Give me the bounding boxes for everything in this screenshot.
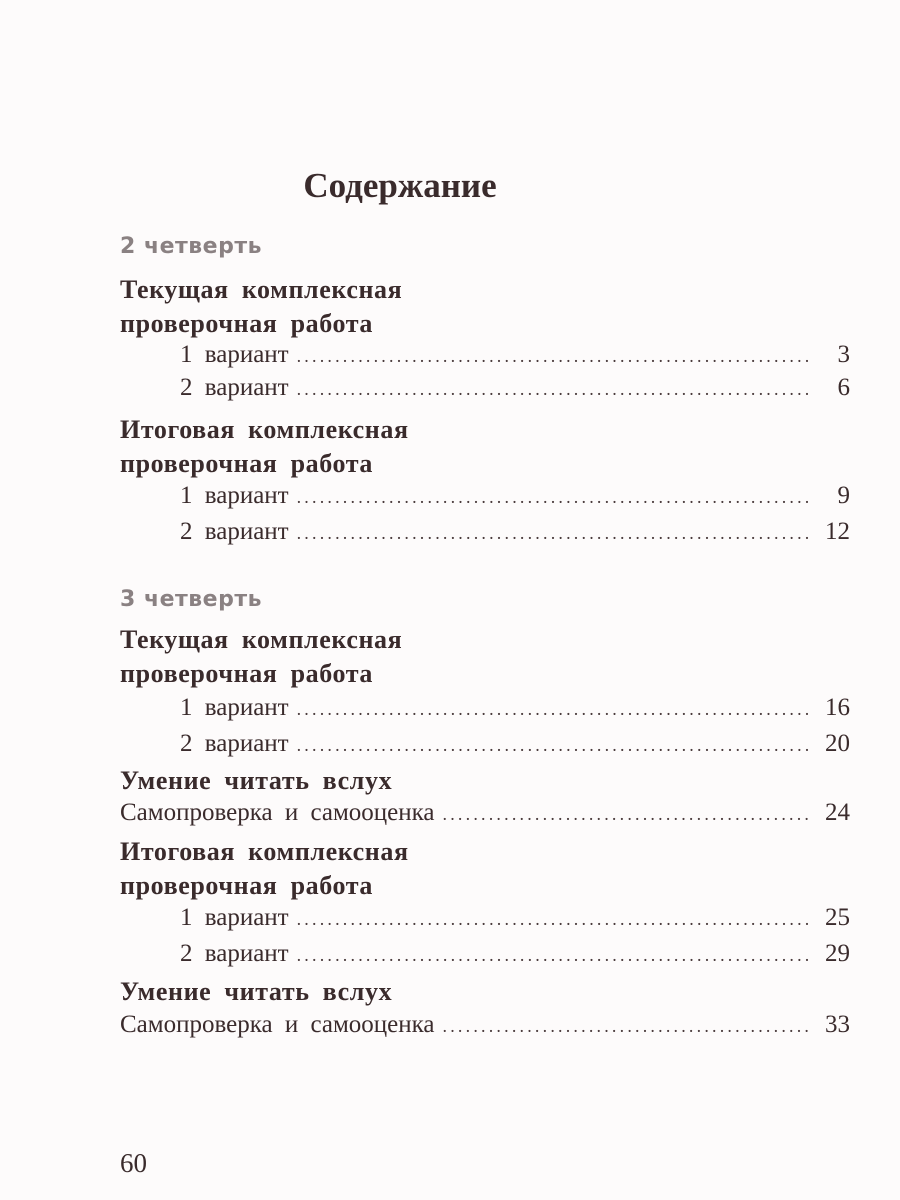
page-ref: 33 (825, 1011, 850, 1038)
toc-entry[interactable]: 1 вариант ..... 3 (180, 340, 850, 371)
leader-dots (297, 940, 808, 970)
toc-entry[interactable]: 2 вариант ..... 6 (180, 373, 850, 404)
page-ref: 3 (837, 341, 850, 368)
toc-entry[interactable]: 1 вариант ..... 9 (180, 481, 850, 512)
section-heading-quarter-2: 2 четверть (120, 234, 262, 259)
toc-entry[interactable]: 1 вариант ..... 16 (180, 693, 850, 724)
leader-dots (443, 1011, 808, 1041)
toc-heading: Итоговая комплексная (120, 415, 409, 444)
page-ref: 25 (825, 904, 850, 931)
page-ref: 29 (825, 940, 850, 967)
toc-heading: Умение читать вслух (120, 766, 393, 795)
page-ref: 6 (837, 374, 850, 401)
toc-heading: Умение читать вслух (120, 977, 393, 1006)
toc-heading: проверочная работа (120, 449, 374, 478)
toc-heading: проверочная работа (120, 871, 374, 900)
toc-entry[interactable]: 2 вариант ..... 12 (180, 517, 850, 548)
leader-dots (297, 694, 808, 724)
leader-dots (443, 799, 808, 829)
toc-heading: Текущая комплексная (120, 625, 403, 654)
toc-heading: Итоговая комплексная (120, 837, 409, 866)
page-ref: 24 (825, 799, 850, 826)
toc-heading: проверочная работа (120, 309, 374, 338)
toc-entry[interactable]: Самопроверка и самооценка ..... 33 (120, 1010, 850, 1041)
leader-dots (297, 374, 808, 404)
page-title: Содержание (303, 166, 497, 205)
toc-entry[interactable]: 1 вариант ..... 25 (180, 903, 850, 934)
toc-entry[interactable]: 2 вариант ..... 20 (180, 729, 850, 760)
page-number: 60 (120, 1148, 147, 1178)
page-ref: 16 (825, 694, 850, 721)
page-ref: 9 (837, 482, 850, 509)
toc-entry[interactable]: 2 вариант ..... 29 (180, 939, 850, 970)
leader-dots (297, 482, 808, 512)
toc-heading: Текущая комплексная (120, 275, 403, 304)
page-ref: 20 (825, 730, 850, 757)
leader-dots (297, 518, 808, 548)
leader-dots (297, 341, 808, 371)
leader-dots (297, 730, 808, 760)
leader-dots (297, 904, 808, 934)
toc-entry[interactable]: Самопроверка и самооценка ..... 24 (120, 798, 850, 829)
section-heading-quarter-3: 3 четверть (120, 587, 262, 612)
page-ref: 12 (825, 518, 850, 545)
toc-heading: проверочная работа (120, 659, 374, 688)
